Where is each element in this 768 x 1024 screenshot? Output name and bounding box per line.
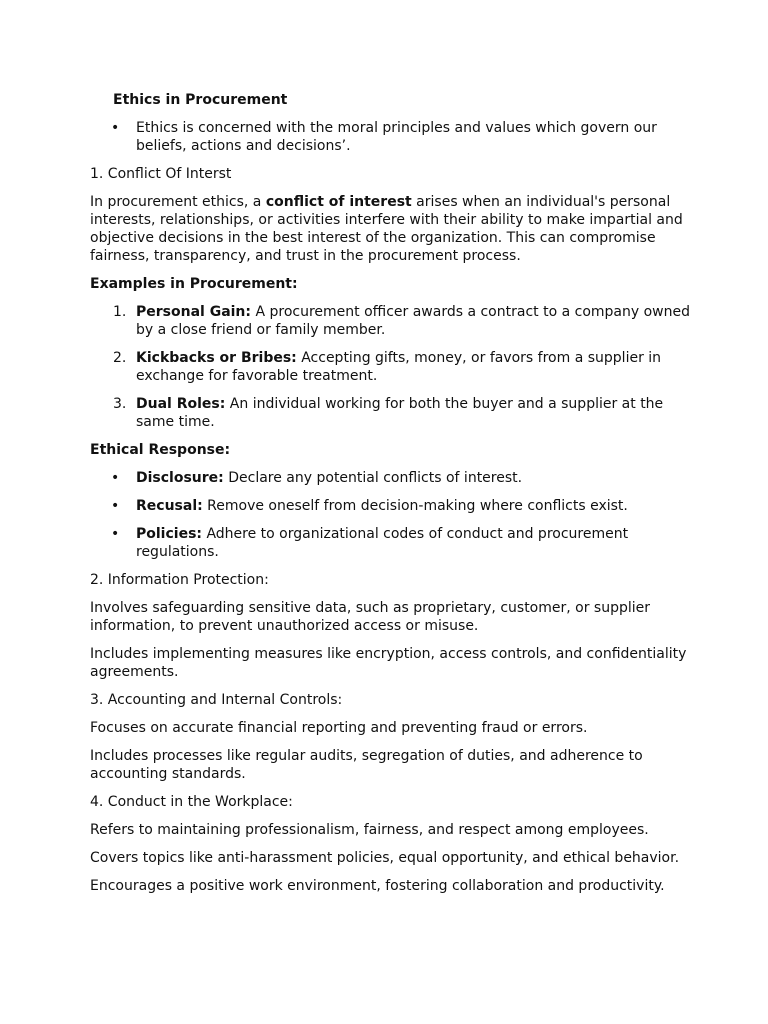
section2-paragraph-2: Includes implementing measures like encryption, access controls, and confidentiality agreements. xyxy=(90,646,687,680)
ethical-response-heading: Ethical Response: xyxy=(90,442,231,458)
examples-heading: Examples in Procurement: xyxy=(90,276,298,292)
example-text: A procurement officer awards a contract to a company owned by a close friend or family member. xyxy=(136,304,690,338)
example-label: Personal Gain: xyxy=(136,304,252,320)
section2-paragraph-1: Involves safeguarding sensitive data, such as proprietary, customer, or supplier information, to prevent unauthorized access or misuse. xyxy=(90,600,651,634)
section4-heading: 4. Conduct in the Workplace: xyxy=(90,794,293,810)
response-item-3 xyxy=(90,525,690,561)
example-item-1 xyxy=(90,303,690,339)
response-label: Policies: xyxy=(136,526,203,542)
intro-bullet-text: Ethics is concerned with the moral principles and values which govern our beliefs, actions and decisions’. xyxy=(136,120,657,154)
example-label: Kickbacks or Bribes: xyxy=(136,350,297,366)
example-item-2 xyxy=(90,349,690,385)
document-page xyxy=(90,91,690,905)
bullet-marker: • xyxy=(111,526,120,542)
section1-para-bold: conflict of interest xyxy=(265,194,412,210)
section3-paragraph-1: Focuses on accurate financial reporting and preventing fraud or errors. xyxy=(90,720,588,736)
section4-paragraph-2: Covers topics like anti-harassment policies, equal opportunity, and ethical behavior. xyxy=(90,850,680,866)
section1-heading: 1. Conflict Of Interst xyxy=(90,166,232,182)
section1-paragraph xyxy=(90,193,690,265)
response-text: Adhere to organizational codes of conduct and procurement regulations. xyxy=(136,526,629,560)
section1-para-pre: In procurement ethics, a xyxy=(90,194,266,210)
example-label: Dual Roles: xyxy=(136,396,226,412)
intro-bullet xyxy=(90,119,690,155)
response-item-1 xyxy=(90,469,690,487)
section1-para-post: arises when an individual's personal interests, relationships, or activities interfere with their ability to make impartial and objective decisions in the best interest of the organization. This can compromise fairness, transparency, and trust in the procurement process. xyxy=(90,194,683,264)
example-number: 3. xyxy=(113,396,127,412)
document-title: Ethics in Procurement xyxy=(113,92,288,108)
section2-heading: 2. Information Protection: xyxy=(90,572,269,588)
example-text: An individual working for both the buyer and a supplier at the same time. xyxy=(136,396,664,430)
response-label: Recusal: xyxy=(136,498,203,514)
response-text: Declare any potential conflicts of interest. xyxy=(223,470,523,486)
example-item-3 xyxy=(90,395,690,431)
example-number: 1. xyxy=(113,304,127,320)
bullet-marker: • xyxy=(111,120,120,136)
section4-paragraph-3: Encourages a positive work environment, fostering collaboration and productivity. xyxy=(90,878,665,894)
example-text: Accepting gifts, money, or favors from a supplier in exchange for favorable treatment. xyxy=(136,350,662,384)
example-number: 2. xyxy=(113,350,127,366)
bullet-marker: • xyxy=(111,470,120,486)
response-item-2 xyxy=(90,497,690,515)
section4-paragraph-1: Refers to maintaining professionalism, fairness, and respect among employees. xyxy=(90,822,649,838)
section3-paragraph-2: Includes processes like regular audits, segregation of duties, and adherence to accounting standards. xyxy=(90,748,643,782)
section3-heading: 3. Accounting and Internal Controls: xyxy=(90,692,343,708)
response-text: Remove oneself from decision-making where conflicts exist. xyxy=(202,498,628,514)
response-label: Disclosure: xyxy=(136,470,224,486)
bullet-marker: • xyxy=(111,498,120,514)
